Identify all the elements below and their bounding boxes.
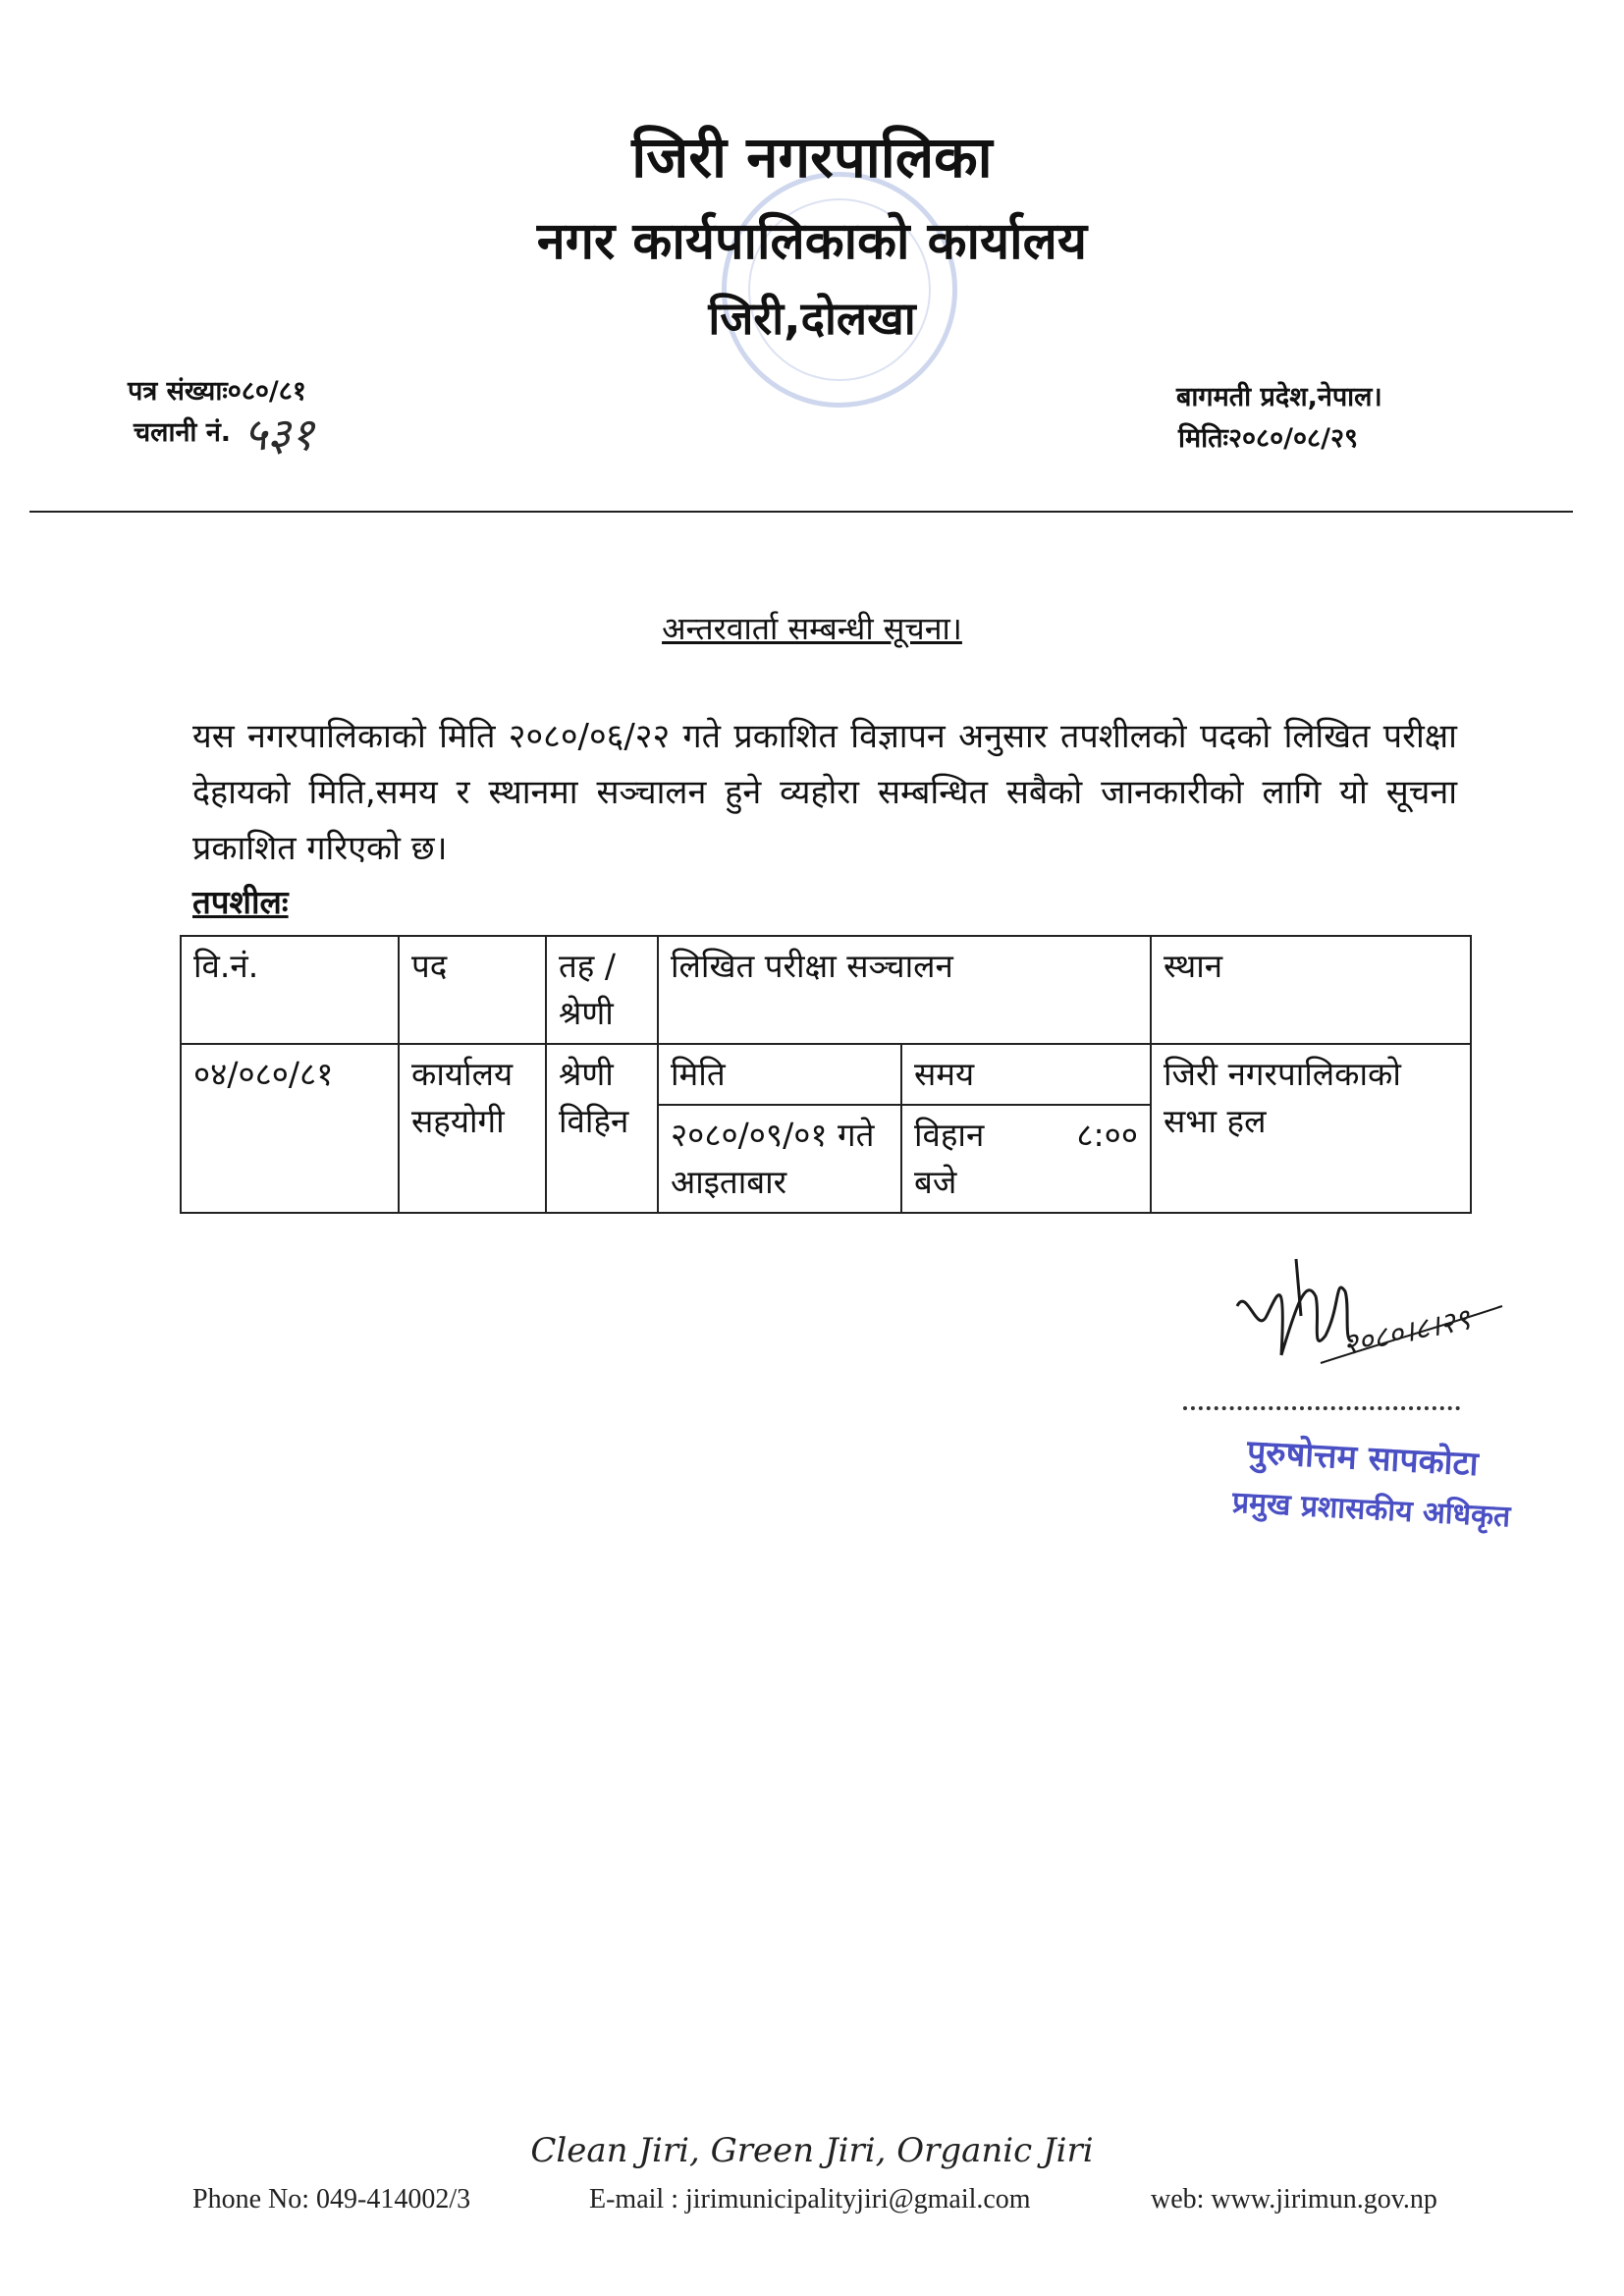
dispatch-number-label: चलानी नं. [134, 417, 232, 448]
municipality-title: जिरी नगरपालिका [631, 124, 993, 191]
signature-line [1183, 1406, 1460, 1410]
footer-website: web: www.jirimun.gov.np [1151, 2184, 1437, 2214]
letter-reference-number: पत्र संख्याः०८०/८१ [128, 376, 306, 407]
header-sn: वि.नं. [181, 936, 399, 1044]
cell-venue: जिरी नगरपालिकाको सभा हल [1151, 1044, 1471, 1213]
exam-schedule-table [180, 935, 1472, 1214]
time-suffix: बजे [914, 1163, 957, 1201]
notice-subject: अन्तरवार्ता सम्बन्धी सूचना। [662, 610, 962, 647]
footer-phone: Phone No: 049-414002/3 [192, 2184, 471, 2214]
cell-level: श्रेणी विहिन [546, 1044, 658, 1213]
footer-slogan: Clean Jiri, Green Jiri, Organic Jiri [530, 2131, 1094, 2170]
time-prefix: विहान [914, 1116, 985, 1154]
signer-name-stamp: पुरुषोत्तम सापकोटा [1246, 1432, 1480, 1485]
province-address: बागमती प्रदेश,नेपाल। [1176, 382, 1382, 412]
cell-date-value: २०८०/०९/०१ गते आइताबार [658, 1105, 901, 1213]
cell-sn: ०४/०८०/८१ [181, 1044, 399, 1213]
cell-post: कार्यालय सहयोगी [399, 1044, 546, 1213]
notice-body: यस नगरपालिकाको मिति २०८०/०६/२२ गते प्रकाशित विज्ञापन अनुसार तपशीलको पदको लिखित परीक्षा देहायको मिति,समय र स्थानमा सञ्चालन हुने व्यहोरा सम्बन्धित सबैको जानकारीको लागि यो सूचना प्रकाशित गरिएको छ। [192, 717, 1457, 868]
header-level: तह / श्रेणी [546, 936, 658, 1044]
time-value: ८:०० [1076, 1116, 1138, 1154]
letter-date: मितिः२०८०/०८/२९ [1178, 423, 1359, 454]
dispatch-number-handwritten: ५३१ [244, 408, 314, 461]
header-venue: स्थान [1151, 936, 1471, 1044]
table-row [181, 1044, 1471, 1105]
office-name: नगर कार्यपालिकाको कार्यालय [536, 212, 1088, 271]
header-exam: लिखित परीक्षा सञ्चालन [658, 936, 1151, 1044]
header-divider [29, 511, 1573, 513]
cell-date-label: मिति [658, 1044, 901, 1105]
details-label: तपशीलः [192, 883, 289, 921]
header-post: पद [399, 936, 546, 1044]
table-header-row [181, 936, 1471, 1044]
cell-time-label: समय [901, 1044, 1151, 1105]
handwritten-signature [1227, 1247, 1522, 1394]
cell-time-value [901, 1105, 1151, 1213]
office-location: जिरी,दोलखा [708, 292, 916, 345]
footer-email: E-mail : jirimunicipalityjiri@gmail.com [589, 2184, 1031, 2214]
handwritten-date: २०८०।८।२९ [1339, 1302, 1474, 1363]
signer-title-stamp: प्रमुख प्रशासकीय अधिकृत [1231, 1485, 1512, 1535]
